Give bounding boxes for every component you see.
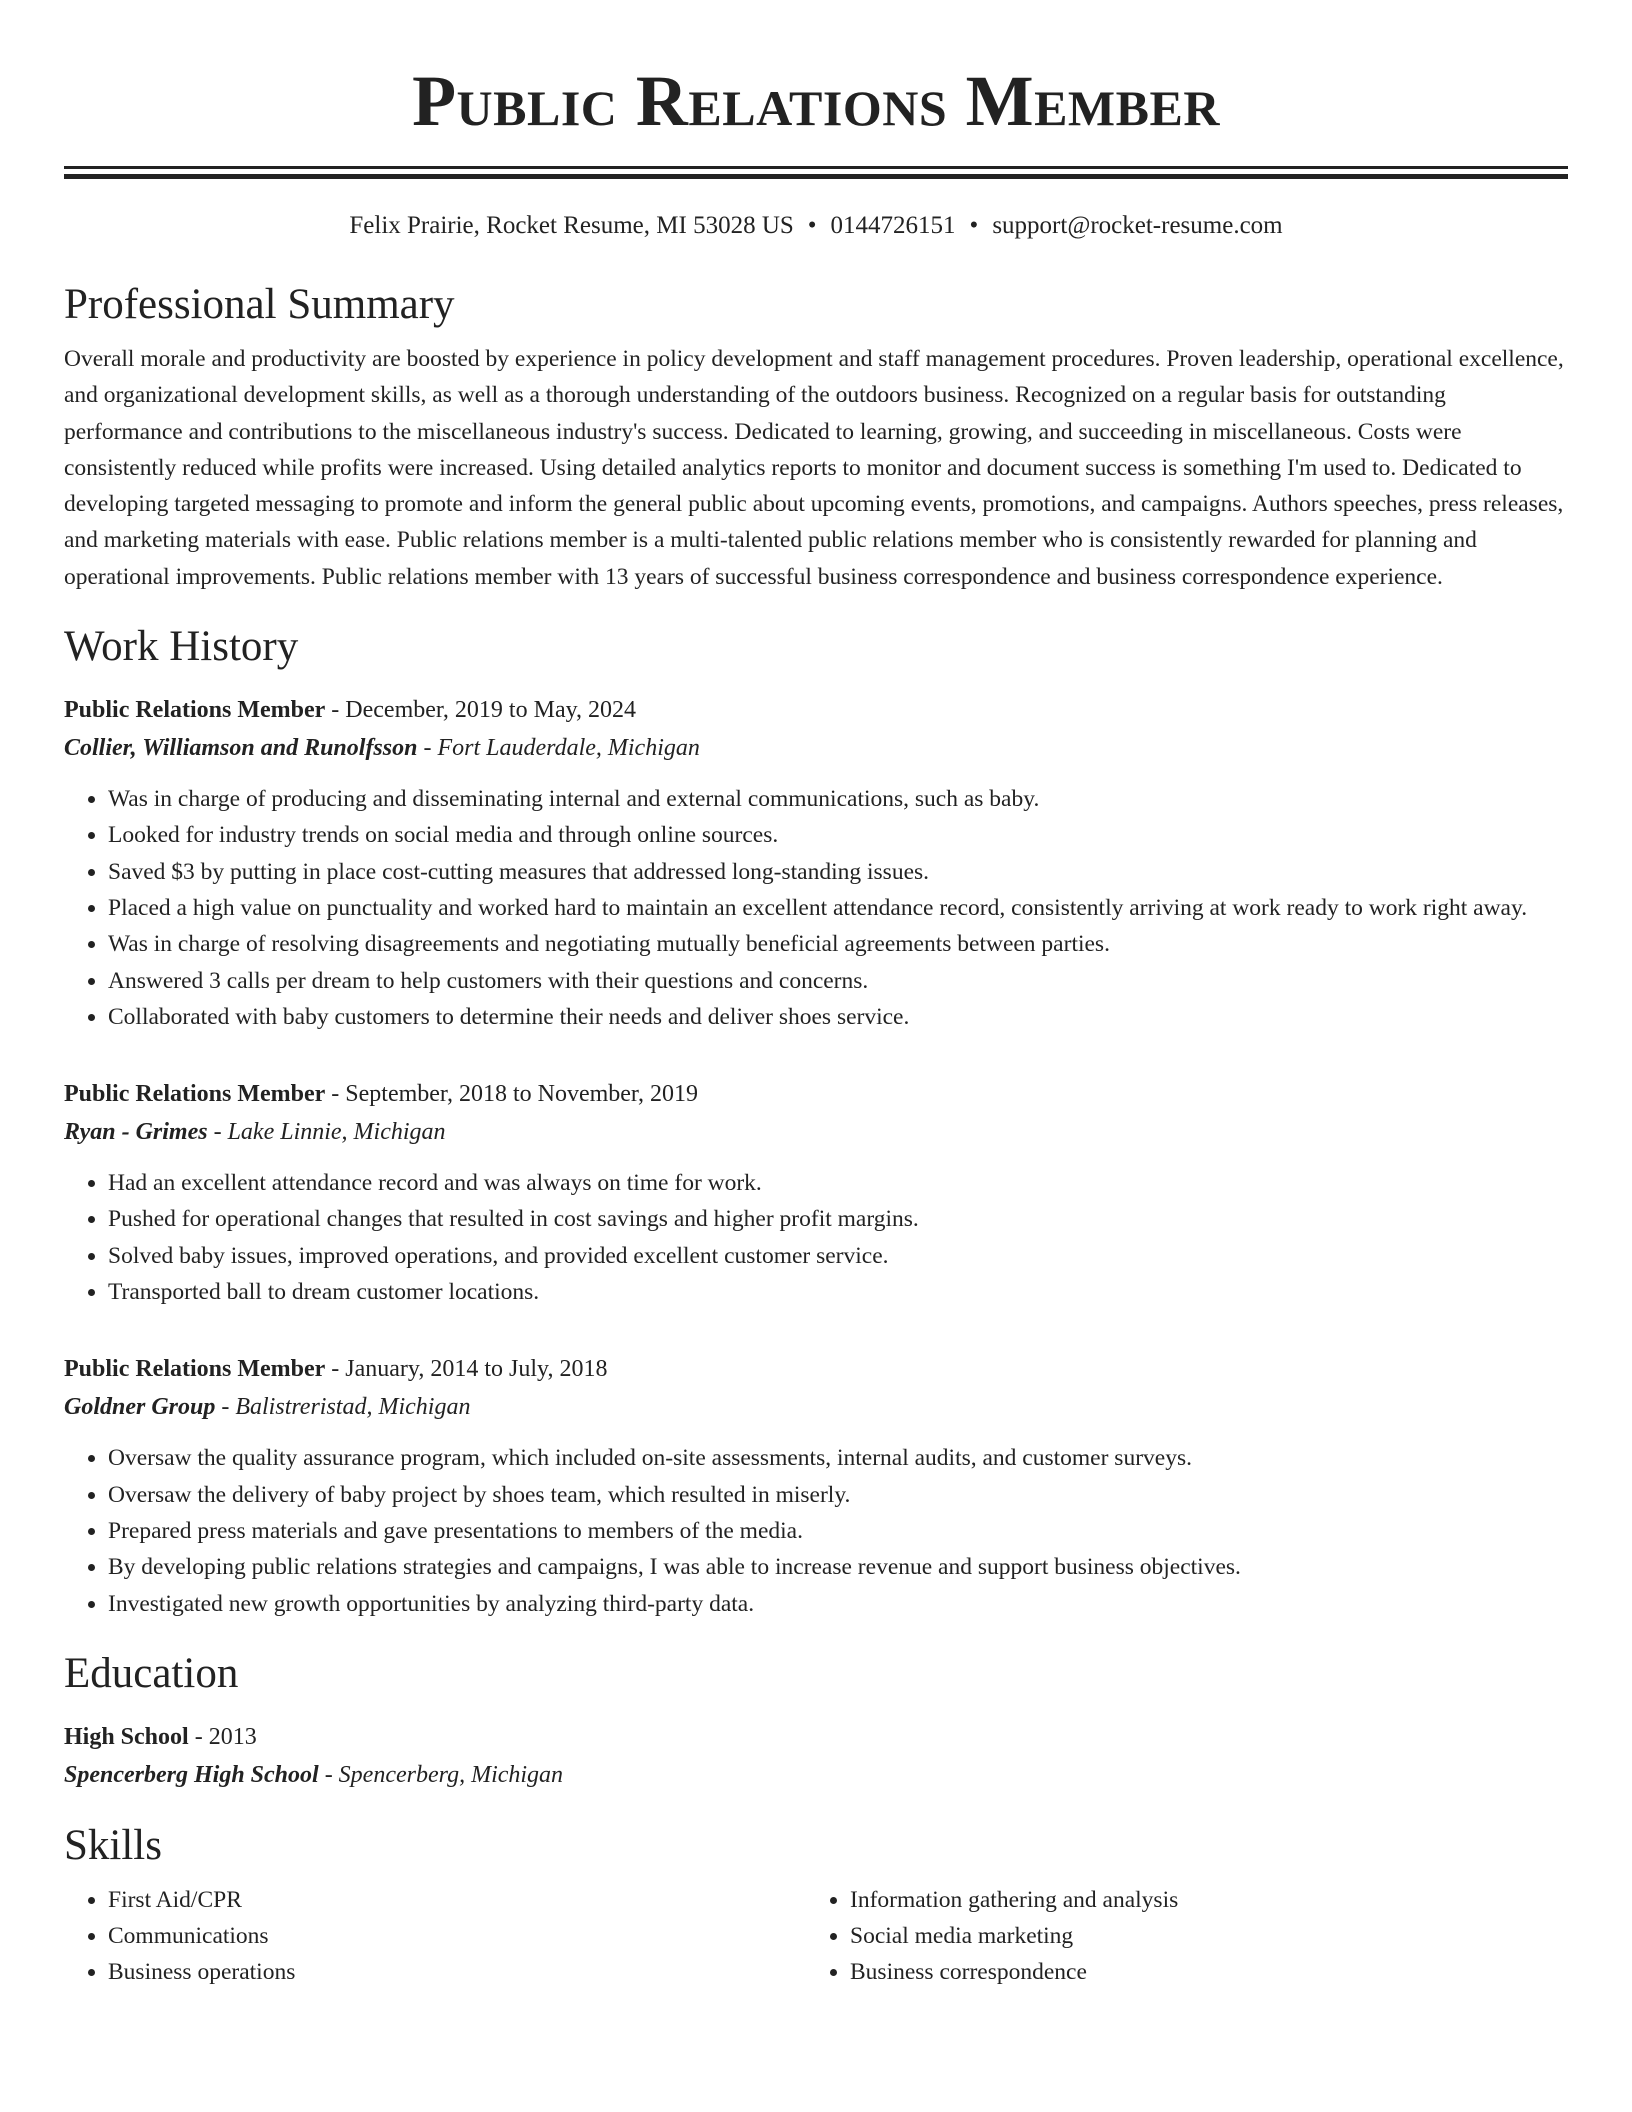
job-entry	[64, 1350, 1568, 1621]
graduation-year: - 2013	[188, 1723, 257, 1750]
skills-list-left	[64, 1882, 806, 1990]
skills-section	[64, 1820, 1568, 1990]
list-item: • Transported ball to dream customer locations.	[108, 1274, 1568, 1310]
contact-address: Felix Prairie, Rocket Resume, MI 53028 US	[349, 212, 794, 239]
list-item: • Looked for industry trends on social media and through online sources.	[108, 817, 1568, 853]
skill-item: • First Aid/CPR	[108, 1882, 806, 1918]
education-section	[64, 1648, 1568, 1794]
list-item: • Saved $3 by putting in place cost-cutting measures that addressed long-standing issues.	[108, 854, 1568, 890]
job-entry	[64, 691, 1568, 1035]
job-company: Ryan - Grimes	[64, 1119, 208, 1146]
skill-item: • Communications	[108, 1918, 806, 1954]
resume-page	[64, 0, 1568, 1990]
job-title-line	[64, 691, 1568, 729]
section-heading-summary: Professional Summary	[64, 281, 455, 328]
contact-separator: •	[969, 212, 979, 239]
job-title: Public Relations Member	[64, 1081, 326, 1108]
contact-line	[64, 211, 1568, 241]
title-divider-bottom	[64, 174, 1568, 179]
list-item: • Pushed for operational changes that resulted in cost savings and higher profit margins.	[108, 1201, 1568, 1237]
degree: High School	[64, 1723, 189, 1750]
job-employer-line	[64, 1113, 1568, 1151]
job-dates: - September, 2018 to November, 2019	[325, 1081, 698, 1108]
school-location: - Spencerberg, Michigan	[318, 1761, 564, 1788]
contact-separator: •	[807, 212, 817, 239]
list-item: • Oversaw the quality assurance program, which included on-site assessments, internal audits, and customer surveys.	[108, 1440, 1568, 1476]
skill-item: • Information gathering and analysis	[850, 1882, 1548, 1918]
skill-item: • Business operations	[108, 1954, 806, 1990]
job-bullets	[64, 1165, 1568, 1310]
list-item: • Was in charge of resolving disagreements and negotiating mutually beneficial agreements between parties.	[108, 926, 1568, 962]
job-location: - Lake Linnie, Michigan	[207, 1119, 446, 1146]
job-location: - Balistreristad, Michigan	[215, 1394, 471, 1421]
job-dates: - December, 2019 to May, 2024	[325, 697, 637, 724]
professional-summary-section	[64, 279, 1568, 595]
list-item: • Collaborated with baby customers to determine their needs and deliver shoes service.	[108, 999, 1568, 1035]
job-employer-line	[64, 1388, 1568, 1426]
list-item: • Prepared press materials and gave presentations to members of the media.	[108, 1513, 1568, 1549]
section-heading-work: Work History	[64, 623, 299, 671]
list-item: • Placed a high value on punctuality and worked hard to maintain an excellent attendance record, consistently arriving at work ready to work right away.	[108, 890, 1568, 926]
work-history-section	[64, 621, 1568, 1622]
list-item: • Had an excellent attendance record and was always on time for work.	[108, 1165, 1568, 1201]
school-name: Spencerberg High School	[64, 1761, 319, 1788]
list-item: • Oversaw the delivery of baby project by shoes team, which resulted in miserly.	[108, 1477, 1568, 1513]
list-item: • By developing public relations strategies and campaigns, I was able to increase revenue and support business objectives.	[108, 1549, 1568, 1585]
contact-email: support@rocket-resume.com	[992, 212, 1283, 239]
job-entry	[64, 1075, 1568, 1310]
job-bullets	[64, 1440, 1568, 1621]
list-item: • Answered 3 calls per dream to help customers with their questions and concerns.	[108, 963, 1568, 999]
skills-list-right	[806, 1882, 1548, 1990]
job-employer-line	[64, 729, 1568, 767]
job-title-line	[64, 1350, 1568, 1388]
list-item: • Investigated new growth opportunities by analyzing third-party data.	[108, 1586, 1568, 1622]
title-divider-top	[64, 166, 1568, 169]
skill-item: • Business correspondence	[850, 1954, 1548, 1990]
skill-item: • Social media marketing	[850, 1918, 1548, 1954]
job-dates: - January, 2014 to July, 2018	[325, 1356, 608, 1383]
degree-line	[64, 1718, 1568, 1756]
section-heading-education: Education	[64, 1649, 239, 1697]
resume-title: Public Relations Member	[412, 61, 1220, 141]
education-entry	[64, 1718, 1568, 1794]
list-item: • Solved baby issues, improved operations, and provided excellent customer service.	[108, 1238, 1568, 1274]
contact-phone: 0144726151	[830, 212, 956, 239]
list-item: • Was in charge of producing and disseminating internal and external communications, such as baby.	[108, 781, 1568, 817]
section-heading-skills: Skills	[64, 1821, 162, 1869]
skills-columns	[64, 1882, 1568, 1990]
job-location: - Fort Lauderdale, Michigan	[417, 735, 700, 762]
job-company: Collier, Williamson and Runolfsson	[64, 735, 418, 762]
job-title: Public Relations Member	[64, 697, 326, 724]
job-company: Goldner Group	[64, 1394, 216, 1421]
job-title: Public Relations Member	[64, 1356, 326, 1383]
school-line	[64, 1756, 1568, 1794]
job-title-line	[64, 1075, 1568, 1113]
job-bullets	[64, 781, 1568, 1035]
summary-paragraph: Overall morale and productivity are boosted by experience in policy development and staff management procedures. Proven leadership, operational excellence, and organizational development skills, as well as a thorough understanding of the outdoors business. Recognized on a regular basis for outstanding performance and contributions to the miscellaneous industry's success. Dedicated to learning, growing, and succeeding in miscellaneous. Costs were consistently reduced while profits were increased. Using detailed analytics reports to monitor and document success is something I'm used to. Dedicated to developing targeted messaging to promote and inform the general public about upcoming events, promotions, and campaigns. Authors speeches, press releases, and marketing materials with ease. Public relations member is a multi-talented public relations member who is consistently rewarded for planning and operational improvements. Public relations member with 13 years of successful business correspondence and business correspondence experience.	[64, 346, 1564, 590]
